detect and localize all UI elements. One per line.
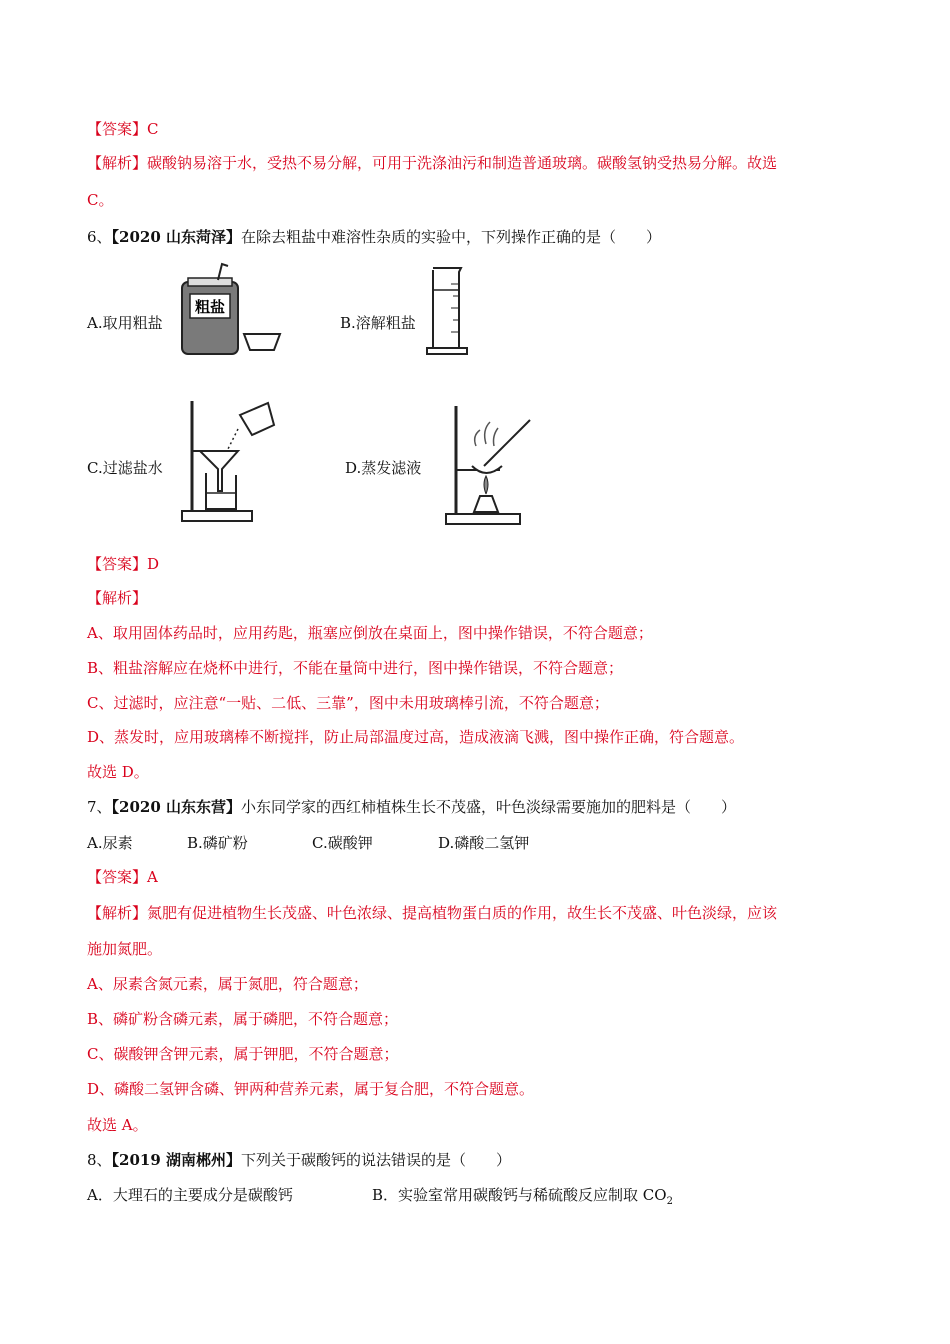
q7-analysis-line-b: B、磷矿粉含磷元素，属于磷肥，不符合题意； bbox=[87, 1010, 399, 1028]
filtration-figure bbox=[178, 395, 282, 525]
answer-value: C bbox=[147, 120, 159, 138]
analysis-text: 氮肥有促进植物生长茂盛、叶色浓绿、提高植物蛋白质的作用，故生长不茂盛、叶色淡绿，应该 bbox=[147, 904, 778, 922]
cylinder-ticks bbox=[451, 284, 459, 332]
cylinder-base bbox=[427, 348, 467, 354]
graduated-cylinder-figure bbox=[425, 264, 473, 356]
steam bbox=[475, 422, 498, 446]
q8-option-a: A．大理石的主要成分是碳酸钙 bbox=[87, 1186, 293, 1204]
q7-option-d: D.磷酸二氢钾 bbox=[438, 834, 530, 852]
pouring-beaker bbox=[240, 403, 274, 435]
q7-analysis-line2: 施加氮肥。 bbox=[87, 940, 163, 958]
q6-stem bbox=[87, 226, 661, 248]
q5-answer bbox=[87, 118, 159, 140]
q6-analysis-label: 【解析】 bbox=[87, 589, 148, 607]
question-number: 6、 bbox=[87, 228, 112, 246]
q6-analysis-line-c: C、过滤时，应注意“一贴、二低、三靠”，图中未用玻璃棒引流，不符合题意； bbox=[87, 694, 609, 712]
question-stem: 下列关于碳酸钙的说法错误的是（ ） bbox=[241, 1151, 512, 1169]
jar-label-text: 粗盐 bbox=[194, 298, 226, 316]
q7-answer bbox=[87, 866, 158, 888]
q6-analysis-line-b: B、粗盐溶解应在烧杯中进行，不能在量筒中进行，图中操作错误，不符合题意； bbox=[87, 659, 624, 677]
answer-value: A bbox=[147, 868, 158, 886]
question-source: 【2020 山东菏泽】 bbox=[111, 228, 242, 246]
question-source: 【2020 山东东营】 bbox=[111, 798, 242, 816]
q6-analysis-conclusion: 故选 D。 bbox=[87, 763, 149, 781]
q7-analysis-line-c: C、碳酸钾含钾元素，属于钾肥，不符合题意； bbox=[87, 1045, 399, 1063]
flame bbox=[484, 476, 488, 494]
pour-stream bbox=[228, 429, 238, 449]
analysis-label: 【解析】 bbox=[87, 904, 148, 922]
q8-option-b bbox=[372, 1184, 673, 1213]
stand-base bbox=[182, 511, 252, 521]
q8-stem bbox=[87, 1149, 511, 1171]
question-source: 【2019 湖南郴州】 bbox=[111, 1151, 242, 1169]
subscript: 2 bbox=[666, 1196, 673, 1207]
q7-analysis-line1 bbox=[87, 902, 777, 924]
q7-analysis-line-a: A、尿素含氮元素，属于氮肥，符合题意； bbox=[87, 975, 368, 993]
q6-answer bbox=[87, 553, 159, 575]
analysis-label: 【解析】 bbox=[87, 154, 148, 172]
q6-analysis-line-d: D、蒸发时，应用玻璃棒不断搅拌，防止局部温度过高，造成液滴飞溅，图中操作正确，符合题意。 bbox=[87, 728, 745, 746]
salt-jar-figure bbox=[178, 262, 288, 358]
q6-option-a: A.取用粗盐 bbox=[87, 314, 163, 332]
answer-label: 【答案】 bbox=[87, 555, 148, 573]
jar-lid bbox=[244, 334, 280, 350]
alcohol-lamp bbox=[474, 496, 498, 512]
q5-analysis-line2: C。 bbox=[87, 191, 114, 209]
glass-rod bbox=[484, 420, 530, 466]
question-number: 7、 bbox=[87, 798, 112, 816]
jar-neck bbox=[188, 278, 232, 286]
stand-base bbox=[446, 514, 520, 524]
question-number: 8、 bbox=[87, 1151, 112, 1169]
evaporating-dish bbox=[472, 466, 502, 473]
answer-value: D bbox=[147, 555, 160, 573]
q6-option-b: B.溶解粗盐 bbox=[340, 314, 416, 332]
q6-option-d: D.蒸发滤液 bbox=[345, 459, 422, 477]
q6-analysis-line-a: A、取用固体药品时，应用药匙，瓶塞应倒放在桌面上，图中操作错误，不符合题意； bbox=[87, 624, 653, 642]
option-text: B．实验室常用碳酸钙与稀硫酸反应制取 CO bbox=[372, 1186, 667, 1204]
analysis-text: 碳酸钠易溶于水，受热不易分解，可用于洗涤油污和制造普通玻璃。碳酸氢钠受热易分解。故选 bbox=[147, 154, 778, 172]
q7-stem bbox=[87, 796, 736, 818]
q7-analysis-conclusion: 故选 A。 bbox=[87, 1116, 148, 1134]
answer-label: 【答案】 bbox=[87, 120, 148, 138]
q7-option-c: C.碳酸钾 bbox=[312, 834, 373, 852]
q7-option-a: A.尿素 bbox=[87, 834, 133, 852]
q7-option-b: B.磷矿粉 bbox=[187, 834, 248, 852]
question-stem: 小东同学家的西红柿植株生长不茂盛，叶色淡绿需要施加的肥料是（ ） bbox=[241, 798, 737, 816]
evaporation-figure bbox=[444, 400, 548, 526]
answer-label: 【答案】 bbox=[87, 868, 148, 886]
q6-option-c: C.过滤盐水 bbox=[87, 459, 163, 477]
question-stem: 在除去粗盐中难溶性杂质的实验中，下列操作正确的是（ ） bbox=[241, 228, 662, 246]
q7-analysis-line-d: D、磷酸二氢钾含磷、钾两种营养元素，属于复合肥，不符合题意。 bbox=[87, 1080, 535, 1098]
q5-analysis-line1 bbox=[87, 152, 777, 174]
